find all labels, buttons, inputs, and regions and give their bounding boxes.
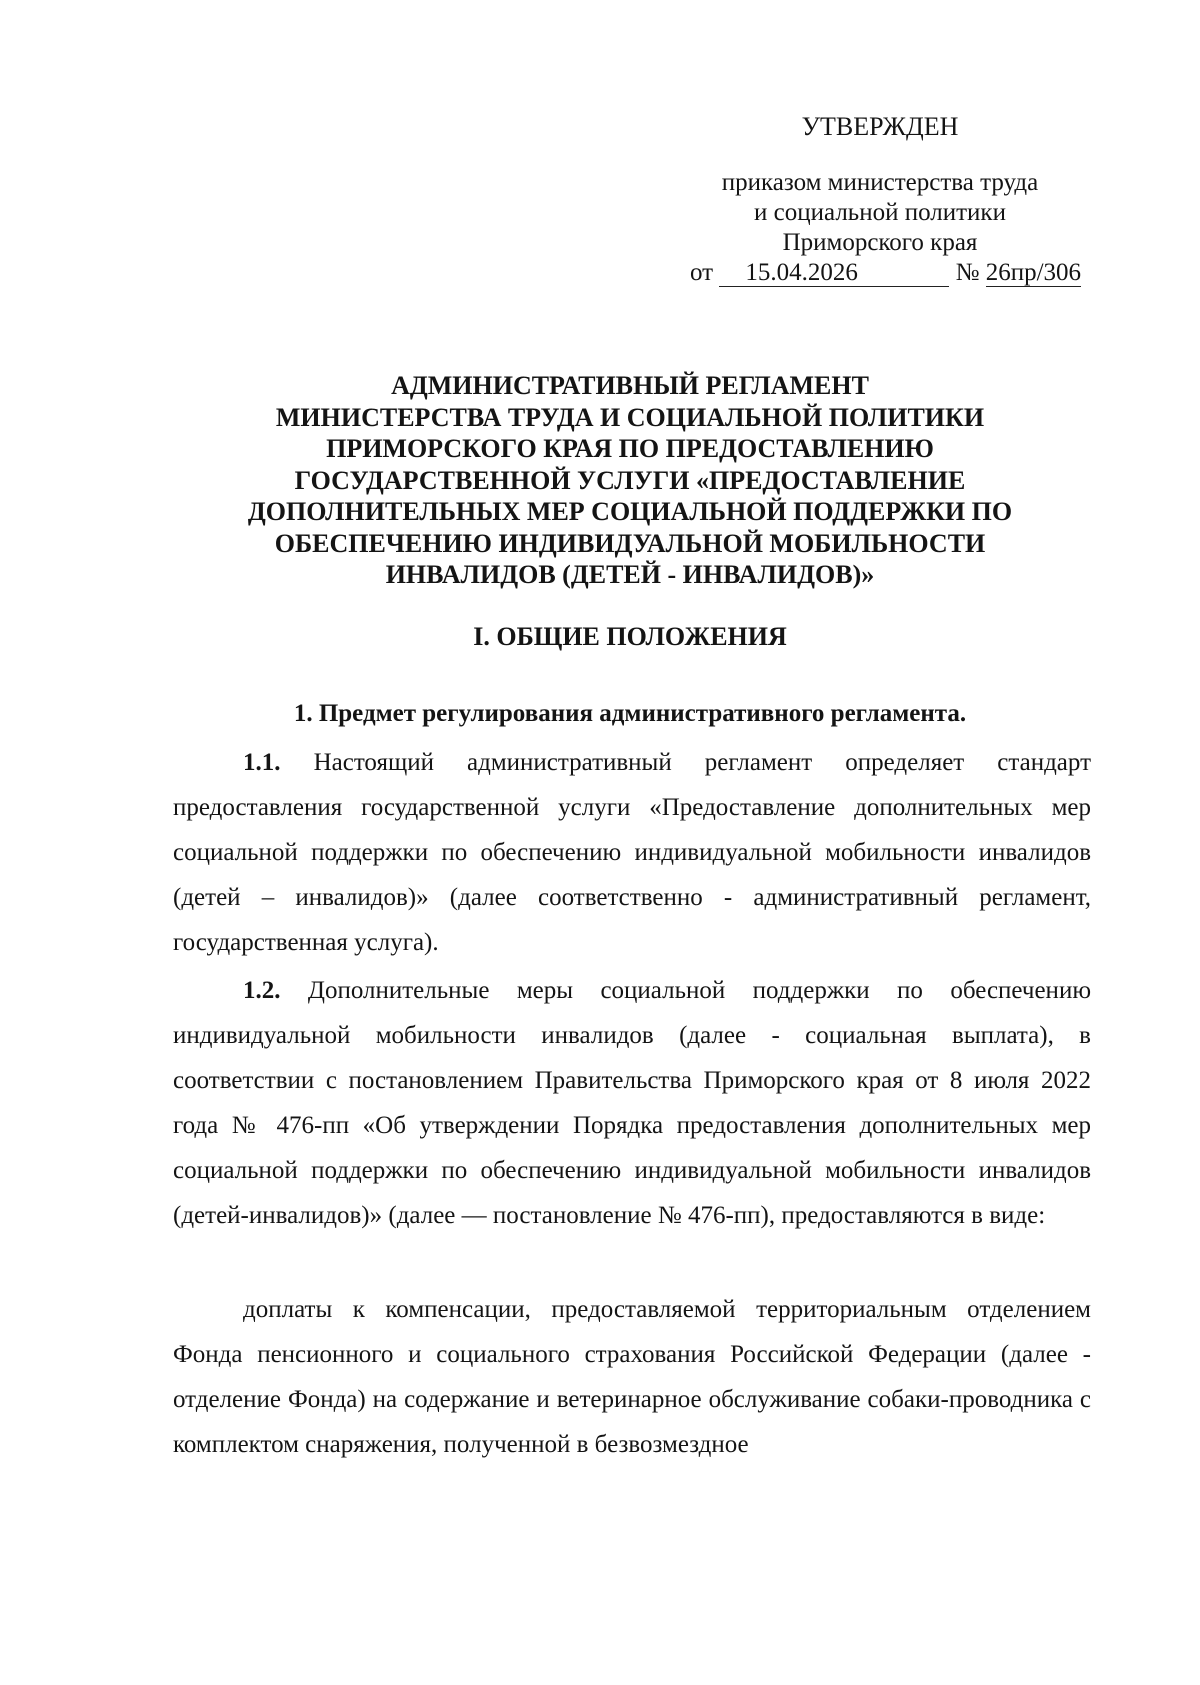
date-prefix: от	[690, 259, 714, 286]
paragraph-1-1	[173, 740, 1091, 965]
title-line-6: ОБЕСПЕЧЕНИЮ ИНДИВИДУАЛЬНОЙ МОБИЛЬНОСТИ	[274, 528, 986, 558]
subsection-heading: 1. Предмет регулирования административного регламента.	[293, 700, 967, 727]
paragraph-text: доплаты к компенсации, предоставляемой территориальным отделением Фонда пенсионного и социального страхования Российской Федерации (далее - отделение Фонда) на содержание и ветеринарное обслуживание собаки-проводника с комплектом снаряжения, полученной в безвозмездное	[173, 1296, 1091, 1458]
number-prefix: №	[955, 259, 980, 286]
approval-line-1: приказом министерства труда	[721, 169, 1039, 196]
section-heading: I. ОБЩИЕ ПОЛОЖЕНИЯ	[473, 622, 787, 651]
paragraph-1-2-item	[173, 1287, 1091, 1467]
order-date: 15.04.2026	[719, 260, 949, 287]
paragraph-1-2	[173, 968, 1091, 1238]
paragraph-text: Дополнительные меры социальной поддержки по обеспечению индивидуальной мобильности инвалидов (далее - социальная выплата), в соответствии с постановлением Правительства Приморского края от 8 июля 2022 года № 476-пп «Об утверждении Порядка предоставления дополнительных мер социальной поддержки по обеспечению индивидуальной мобильности инвалидов (детей-инвалидов)» (далее — постановление № 476-пп), предоставляются в виде:	[173, 977, 1091, 1229]
title-line-2: МИНИСТЕРСТВА ТРУДА И СОЦИАЛЬНОЙ ПОЛИТИКИ	[275, 402, 985, 432]
title-line-3: ПРИМОРСКОГО КРАЯ ПО ПРЕДОСТАВЛЕНИЮ	[326, 434, 934, 463]
document-title	[150, 370, 1110, 591]
paragraph-number: 1.1.	[243, 749, 281, 776]
approval-line-3: Приморского края	[782, 229, 978, 256]
approval-stamp-title: УТВЕРЖДЕН	[801, 112, 959, 141]
title-line-1: АДМИНИСТРАТИВНЫЙ РЕГЛАМЕНТ	[391, 371, 869, 400]
approval-block	[690, 112, 1082, 288]
approval-line-2: и социальной политики	[754, 199, 1006, 226]
title-line-5: ДОПОЛНИТЕЛЬНЫХ МЕР СОЦИАЛЬНОЙ ПОДДЕРЖКИ ПО	[247, 497, 1013, 526]
approval-date-line	[690, 258, 1082, 288]
paragraph-number: 1.2.	[243, 977, 281, 1004]
order-number: 26пр/306	[985, 259, 1082, 286]
paragraph-text: Настоящий административный регламент определяет стандарт предоставления государственной услуги «Предоставление дополнительных мер социальной поддержки по обеспечению индивидуальной мобильности инвалидов (детей – инвалидов)» (далее соответственно - административный регламент, государственная услуга).	[173, 749, 1091, 956]
title-line-7: ИНВАЛИДОВ (ДЕТЕЙ - ИНВАЛИДОВ)»	[385, 560, 875, 589]
title-line-4: ГОСУДАРСТВЕННОЙ УСЛУГИ «ПРЕДОСТАВЛЕНИЕ	[294, 465, 966, 495]
